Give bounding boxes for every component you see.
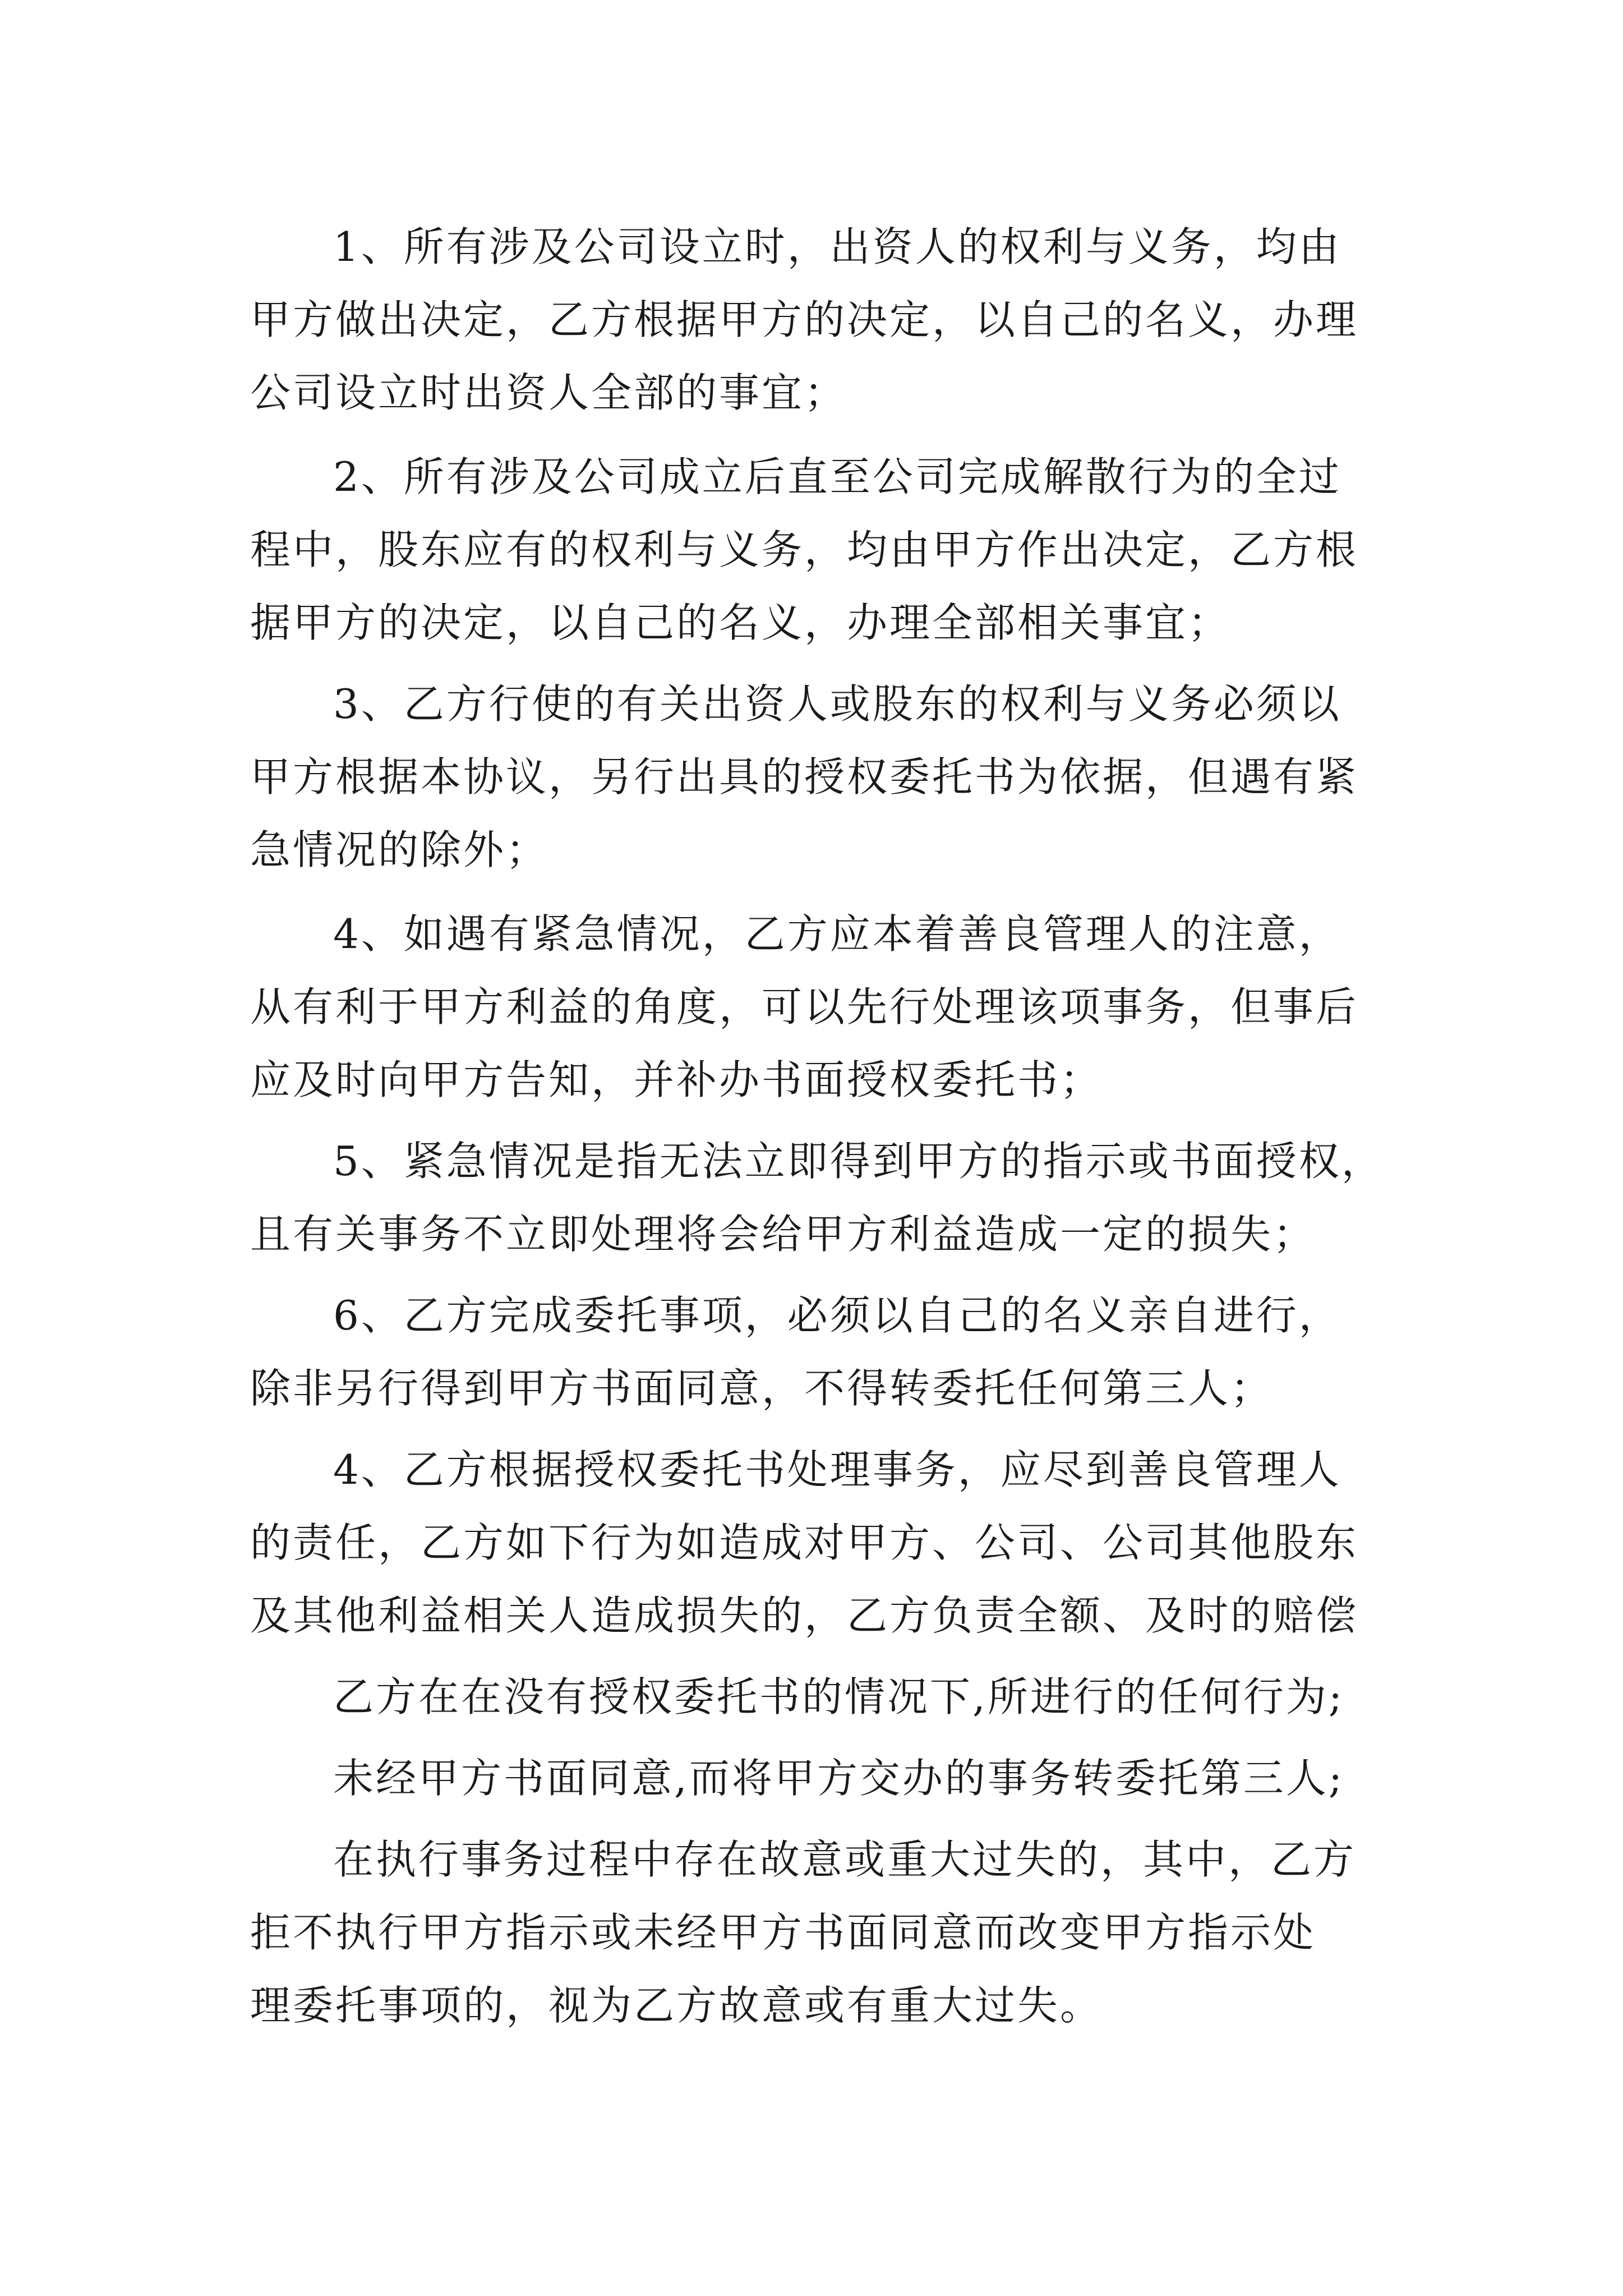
paragraph-2-line-2: 程中，股东应有的权利与义务，均由甲方作出决定，乙方根 [250, 526, 1359, 573]
paragraph-8-line-3: 理委托事项的，视为乙方故意或有重大过失。 [250, 1982, 1103, 2029]
paragraph-4-line-1: 4、如遇有紧急情况，乙方应本着善良管理人的注意， [333, 910, 1341, 958]
item-line-1: 乙方在在没有授权委托书的情况下,所进行的任何行为; [333, 1673, 1345, 1720]
paragraph-6-line-2: 除非另行得到甲方书面同意，不得转委托任何第三人； [250, 1365, 1274, 1412]
paragraph-3-line-2: 甲方根据本协议，另行出具的授权委托书为依据，但遇有紧 [250, 753, 1359, 800]
paragraph-2-line-1: 2、所有涉及公司成立后直至公司完成解散行为的全过 [333, 453, 1341, 500]
paragraph-1-line-3: 公司设立时出资人全部的事宜； [250, 369, 847, 416]
paragraph-5-line-1: 5、紧急情况是指无法立即得到甲方的指示或书面授权， [333, 1138, 1384, 1185]
paragraph-4-line-3: 应及时向甲方告知，并补办书面授权委托书； [250, 1056, 1103, 1103]
paragraph-7-line-1: 4、乙方根据授权委托书处理事务，应尽到善良管理人 [333, 1446, 1341, 1493]
paragraph-1-line-1: 1、所有涉及公司设立时，出资人的权利与义务，均由 [333, 223, 1341, 270]
paragraph-8-line-2: 拒不执行甲方指示或未经甲方书面同意而改变甲方指示处 [250, 1909, 1316, 1956]
paragraph-2-line-3: 据甲方的决定，以自己的名义，办理全部相关事宜； [250, 599, 1231, 646]
paragraph-6-line-1: 6、乙方完成委托事项，必须以自己的名义亲自进行， [333, 1292, 1341, 1339]
paragraph-7-line-2: 的责任，乙方如下行为如造成对甲方、公司、公司其他股东 [250, 1519, 1359, 1566]
paragraph-7-line-3: 及其他利益相关人造成损失的，乙方负责全额、及时的赔偿 [250, 1592, 1359, 1639]
paragraph-5-line-2: 且有关事务不立即处理将会给甲方利益造成一定的损失； [250, 1211, 1316, 1258]
paragraph-1-line-2: 甲方做出决定，乙方根据甲方的决定，以自己的名义，办理 [250, 296, 1359, 343]
paragraph-3-line-1: 3、乙方行使的有关出资人或股东的权利与义务必须以 [333, 680, 1341, 728]
paragraph-4-line-2: 从有利于甲方利益的角度，可以先行处理该项事务，但事后 [250, 983, 1359, 1030]
item-line-2: 未经甲方书面同意,而将甲方交办的事务转委托第三人; [333, 1755, 1345, 1802]
paragraph-3-line-3: 急情况的除外； [250, 826, 549, 873]
paragraph-8-line-1: 在执行事务过程中存在故意或重大过失的，其中，乙方 [333, 1836, 1357, 1883]
